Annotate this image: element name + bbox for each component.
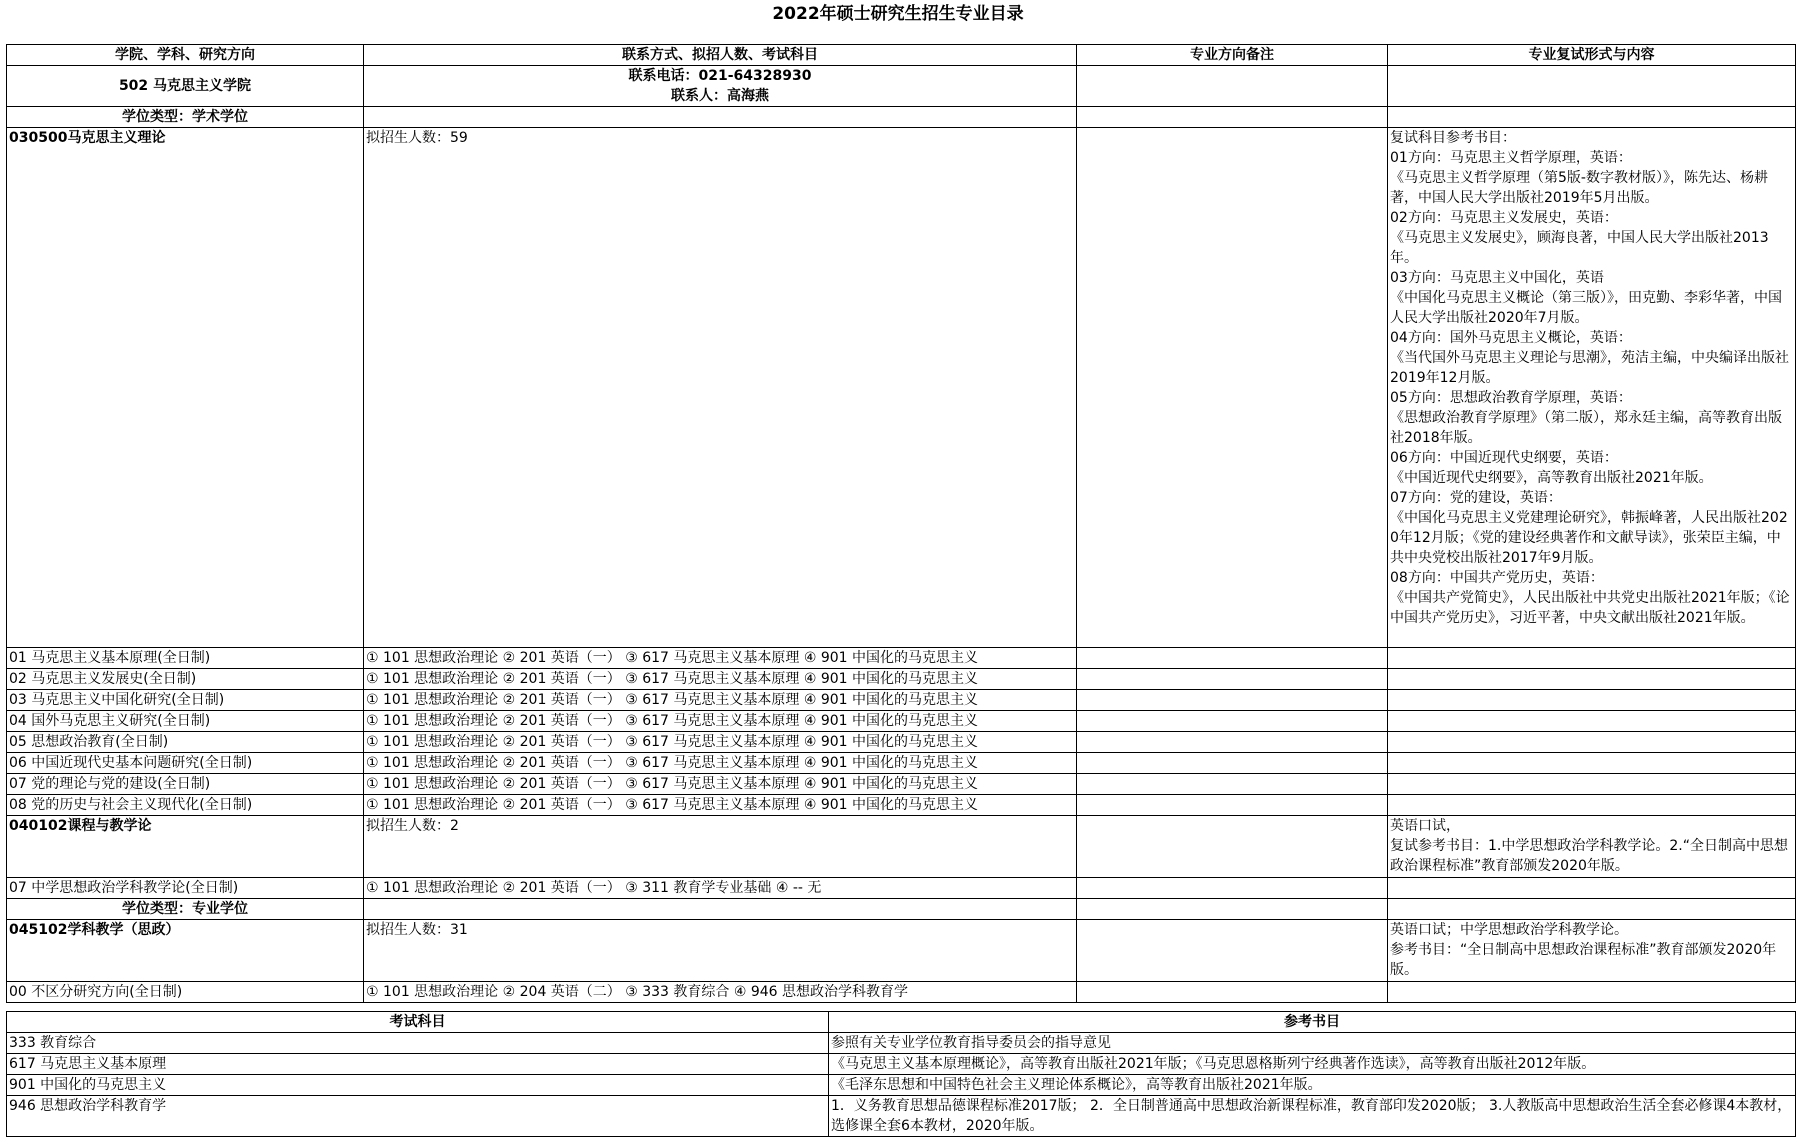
direction-name: 04 国外马克思主义研究(全日制)	[7, 711, 364, 732]
exam-subject: 946 思想政治学科教育学	[7, 1096, 829, 1137]
direction-name: 06 中国近现代史基本问题研究(全日制)	[7, 753, 364, 774]
exam-subject: 333 教育综合	[7, 1033, 829, 1054]
degree-professional-row	[7, 899, 1796, 920]
header-note: 专业方向备注	[1077, 45, 1388, 66]
retest-line: 08方向：中国共产党历史，英语：	[1390, 570, 1604, 586]
major-name: 030500马克思主义理论	[7, 128, 364, 648]
retest-line: 复试参考书目：1.中学思想政治学科教学论。2.“全日制高中思想政治课程标准”教育部颁发2020年版。	[1390, 838, 1788, 874]
direction-name: 00 不区分研究方向(全日制)	[7, 982, 364, 1003]
reference-list	[7, 1033, 1796, 1137]
retest-line: 02方向：马克思主义发展史，英语：	[1390, 210, 1618, 226]
retest-line: 英语口试，	[1390, 818, 1460, 834]
direction-row	[7, 690, 1796, 711]
reference-books: 1．义务教育思想品德课程标准2017版； 2．全日制普通高中思想政治新课程标准，教育部印发2020版； 3.人教版高中思想政治生活全套必修课4本教材，选修课全套6本教材，2020年版。	[829, 1096, 1796, 1137]
exam-subject: 901 中国化的马克思主义	[7, 1075, 829, 1096]
retest-line: 06方向：中国近现代史纲要，英语：	[1390, 450, 1618, 466]
retest-line: 04方向：国外马克思主义概论，英语：	[1390, 330, 1632, 346]
header-contact: 联系方式、拟招人数、考试科目	[364, 45, 1077, 66]
direction-row	[7, 648, 1796, 669]
direction-name: 07 党的理论与党的建设(全日制)	[7, 774, 364, 795]
major-row	[7, 920, 1796, 982]
page-title: 2022年硕士研究生招生专业目录	[772, 4, 1024, 24]
retest-content	[1388, 128, 1796, 648]
retest-line: 英语口试；中学思想政治学科教学论。	[1390, 922, 1628, 938]
reference-books: 《马克思主义基本原理概论》，高等教育出版社2021年版；《马克思恩格斯列宁经典著作选读》，高等教育出版社2012年版。	[829, 1054, 1796, 1075]
exam-subject: 617 马克思主义基本原理	[7, 1054, 829, 1075]
major-row	[7, 128, 1796, 648]
direction-row	[7, 982, 1796, 1003]
retest-line: 《马克思主义发展史》，顾海良著，中国人民大学出版社2013年。	[1390, 230, 1769, 266]
direction-subjects: ① 101 思想政治理论 ② 201 英语（一） ③ 617 马克思主义基本原理 ④ 901 中国化的马克思主义	[364, 774, 1077, 795]
catalog-table	[6, 44, 1796, 1003]
reference-row	[7, 1096, 1796, 1137]
college-phone: 联系电话：021-64328930	[628, 68, 812, 84]
degree-type-academic: 学位类型：学术学位	[7, 107, 364, 128]
direction-subjects: ① 101 思想政治理论 ② 201 英语（一） ③ 617 马克思主义基本原理 ④ 901 中国化的马克思主义	[364, 753, 1077, 774]
retest-line: 《中国共产党简史》，人民出版社中共党史出版社2021年版；《论中国共产党历史》，习近平著，中央文献出版社2021年版。	[1390, 590, 1790, 626]
retest-line: 参考书目：“全日制高中思想政治课程标准”教育部颁发2020年版。	[1390, 942, 1777, 978]
retest-line: 《当代国外马克思主义理论与思潮》，苑洁主编，中央编译出版社2019年12月版。	[1390, 350, 1789, 386]
retest-line: 《马克思主义哲学原理（第5版-数字教材版）》，陈先达、杨耕著，中国人民大学出版社2019年5月出版。	[1390, 170, 1768, 206]
header-retest: 专业复试形式与内容	[1388, 45, 1796, 66]
major-quota: 拟招生人数：2	[364, 816, 1077, 878]
retest-line: 复试科目参考书目：	[1390, 130, 1516, 146]
direction-name: 03 马克思主义中国化研究(全日制)	[7, 690, 364, 711]
direction-subjects: ① 101 思想政治理论 ② 201 英语（一） ③ 617 马克思主义基本原理 ④ 901 中国化的马克思主义	[364, 732, 1077, 753]
retest-line: 07方向：党的建设，英语：	[1390, 490, 1562, 506]
college-name: 502 马克思主义学院	[7, 66, 364, 107]
degree-academic-row	[7, 107, 1796, 128]
direction-row	[7, 732, 1796, 753]
direction-subjects: ① 101 思想政治理论 ② 201 英语（一） ③ 617 马克思主义基本原理 ④ 901 中国化的马克思主义	[364, 690, 1077, 711]
direction-subjects: ① 101 思想政治理论 ② 201 英语（一） ③ 311 教育学专业基础 ④ -- 无	[364, 878, 1077, 899]
header-college: 学院、学科、研究方向	[7, 45, 364, 66]
retest-line: 《中国化马克思主义党建理论研究》，韩振峰著，人民出版社2020年12月版；《党的建设经典著作和文献导读》，张荣臣主编，中共中央党校出版社2017年9月版。	[1390, 510, 1788, 566]
retest-line: 《思想政治教育学原理》（第二版），郑永廷主编，高等教育出版社2018年版。	[1390, 410, 1782, 446]
college-contact	[364, 66, 1077, 107]
retest-content	[1388, 920, 1796, 982]
direction-name: 05 思想政治教育(全日制)	[7, 732, 364, 753]
direction-subjects: ① 101 思想政治理论 ② 201 英语（一） ③ 617 马克思主义基本原理 ④ 901 中国化的马克思主义	[364, 669, 1077, 690]
direction-subjects: ① 101 思想政治理论 ② 201 英语（一） ③ 617 马克思主义基本原理 ④ 901 中国化的马克思主义	[364, 795, 1077, 816]
reference-books: 《毛泽东思想和中国特色社会主义理论体系概论》，高等教育出版社2021年版。	[829, 1075, 1796, 1096]
college-row	[7, 66, 1796, 107]
direction-list	[7, 648, 1796, 816]
major-row	[7, 816, 1796, 878]
direction-row	[7, 711, 1796, 732]
retest-content	[1388, 816, 1796, 878]
retest-line: 《中国化马克思主义概论（第三版）》，田克勤、李彩华著，中国人民大学出版社2020年7月版。	[1390, 290, 1782, 326]
reference-table	[6, 1011, 1796, 1137]
direction-subjects: ① 101 思想政治理论 ② 201 英语（一） ③ 617 马克思主义基本原理 ④ 901 中国化的马克思主义	[364, 648, 1077, 669]
direction-row	[7, 774, 1796, 795]
reference-books: 参照有关专业学位教育指导委员会的指导意见	[829, 1033, 1796, 1054]
college-contact-person: 联系人：高海燕	[671, 88, 769, 104]
retest-line: 《中国近现代史纲要》，高等教育出版社2021年版。	[1390, 470, 1713, 486]
direction-name: 02 马克思主义发展史(全日制)	[7, 669, 364, 690]
major-name: 045102学科教学（思政）	[7, 920, 364, 982]
major-quota: 拟招生人数：59	[364, 128, 1077, 648]
reference-row	[7, 1033, 1796, 1054]
direction-row	[7, 878, 1796, 899]
major-quota: 拟招生人数：31	[364, 920, 1077, 982]
reference-row	[7, 1054, 1796, 1075]
retest-line: 05方向：思想政治教育学原理，英语：	[1390, 390, 1632, 406]
reference-header-row	[7, 1012, 1796, 1033]
direction-row	[7, 669, 1796, 690]
header-reference-books: 参考书目	[829, 1012, 1796, 1033]
direction-row	[7, 795, 1796, 816]
retest-line: 03方向：马克思主义中国化，英语	[1390, 270, 1604, 286]
degree-type-professional: 学位类型：专业学位	[7, 899, 364, 920]
reference-row	[7, 1075, 1796, 1096]
direction-row	[7, 753, 1796, 774]
direction-name: 08 党的历史与社会主义现代化(全日制)	[7, 795, 364, 816]
retest-line: 01方向：马克思主义哲学原理，英语：	[1390, 150, 1632, 166]
direction-name: 01 马克思主义基本原理(全日制)	[7, 648, 364, 669]
major-name: 040102课程与教学论	[7, 816, 364, 878]
header-exam-subject: 考试科目	[7, 1012, 829, 1033]
direction-name: 07 中学思想政治学科教学论(全日制)	[7, 878, 364, 899]
header-row	[7, 45, 1796, 66]
direction-subjects: ① 101 思想政治理论 ② 201 英语（一） ③ 617 马克思主义基本原理 ④ 901 中国化的马克思主义	[364, 711, 1077, 732]
direction-subjects: ① 101 思想政治理论 ② 204 英语（二） ③ 333 教育综合 ④ 946 思想政治学科教育学	[364, 982, 1077, 1003]
